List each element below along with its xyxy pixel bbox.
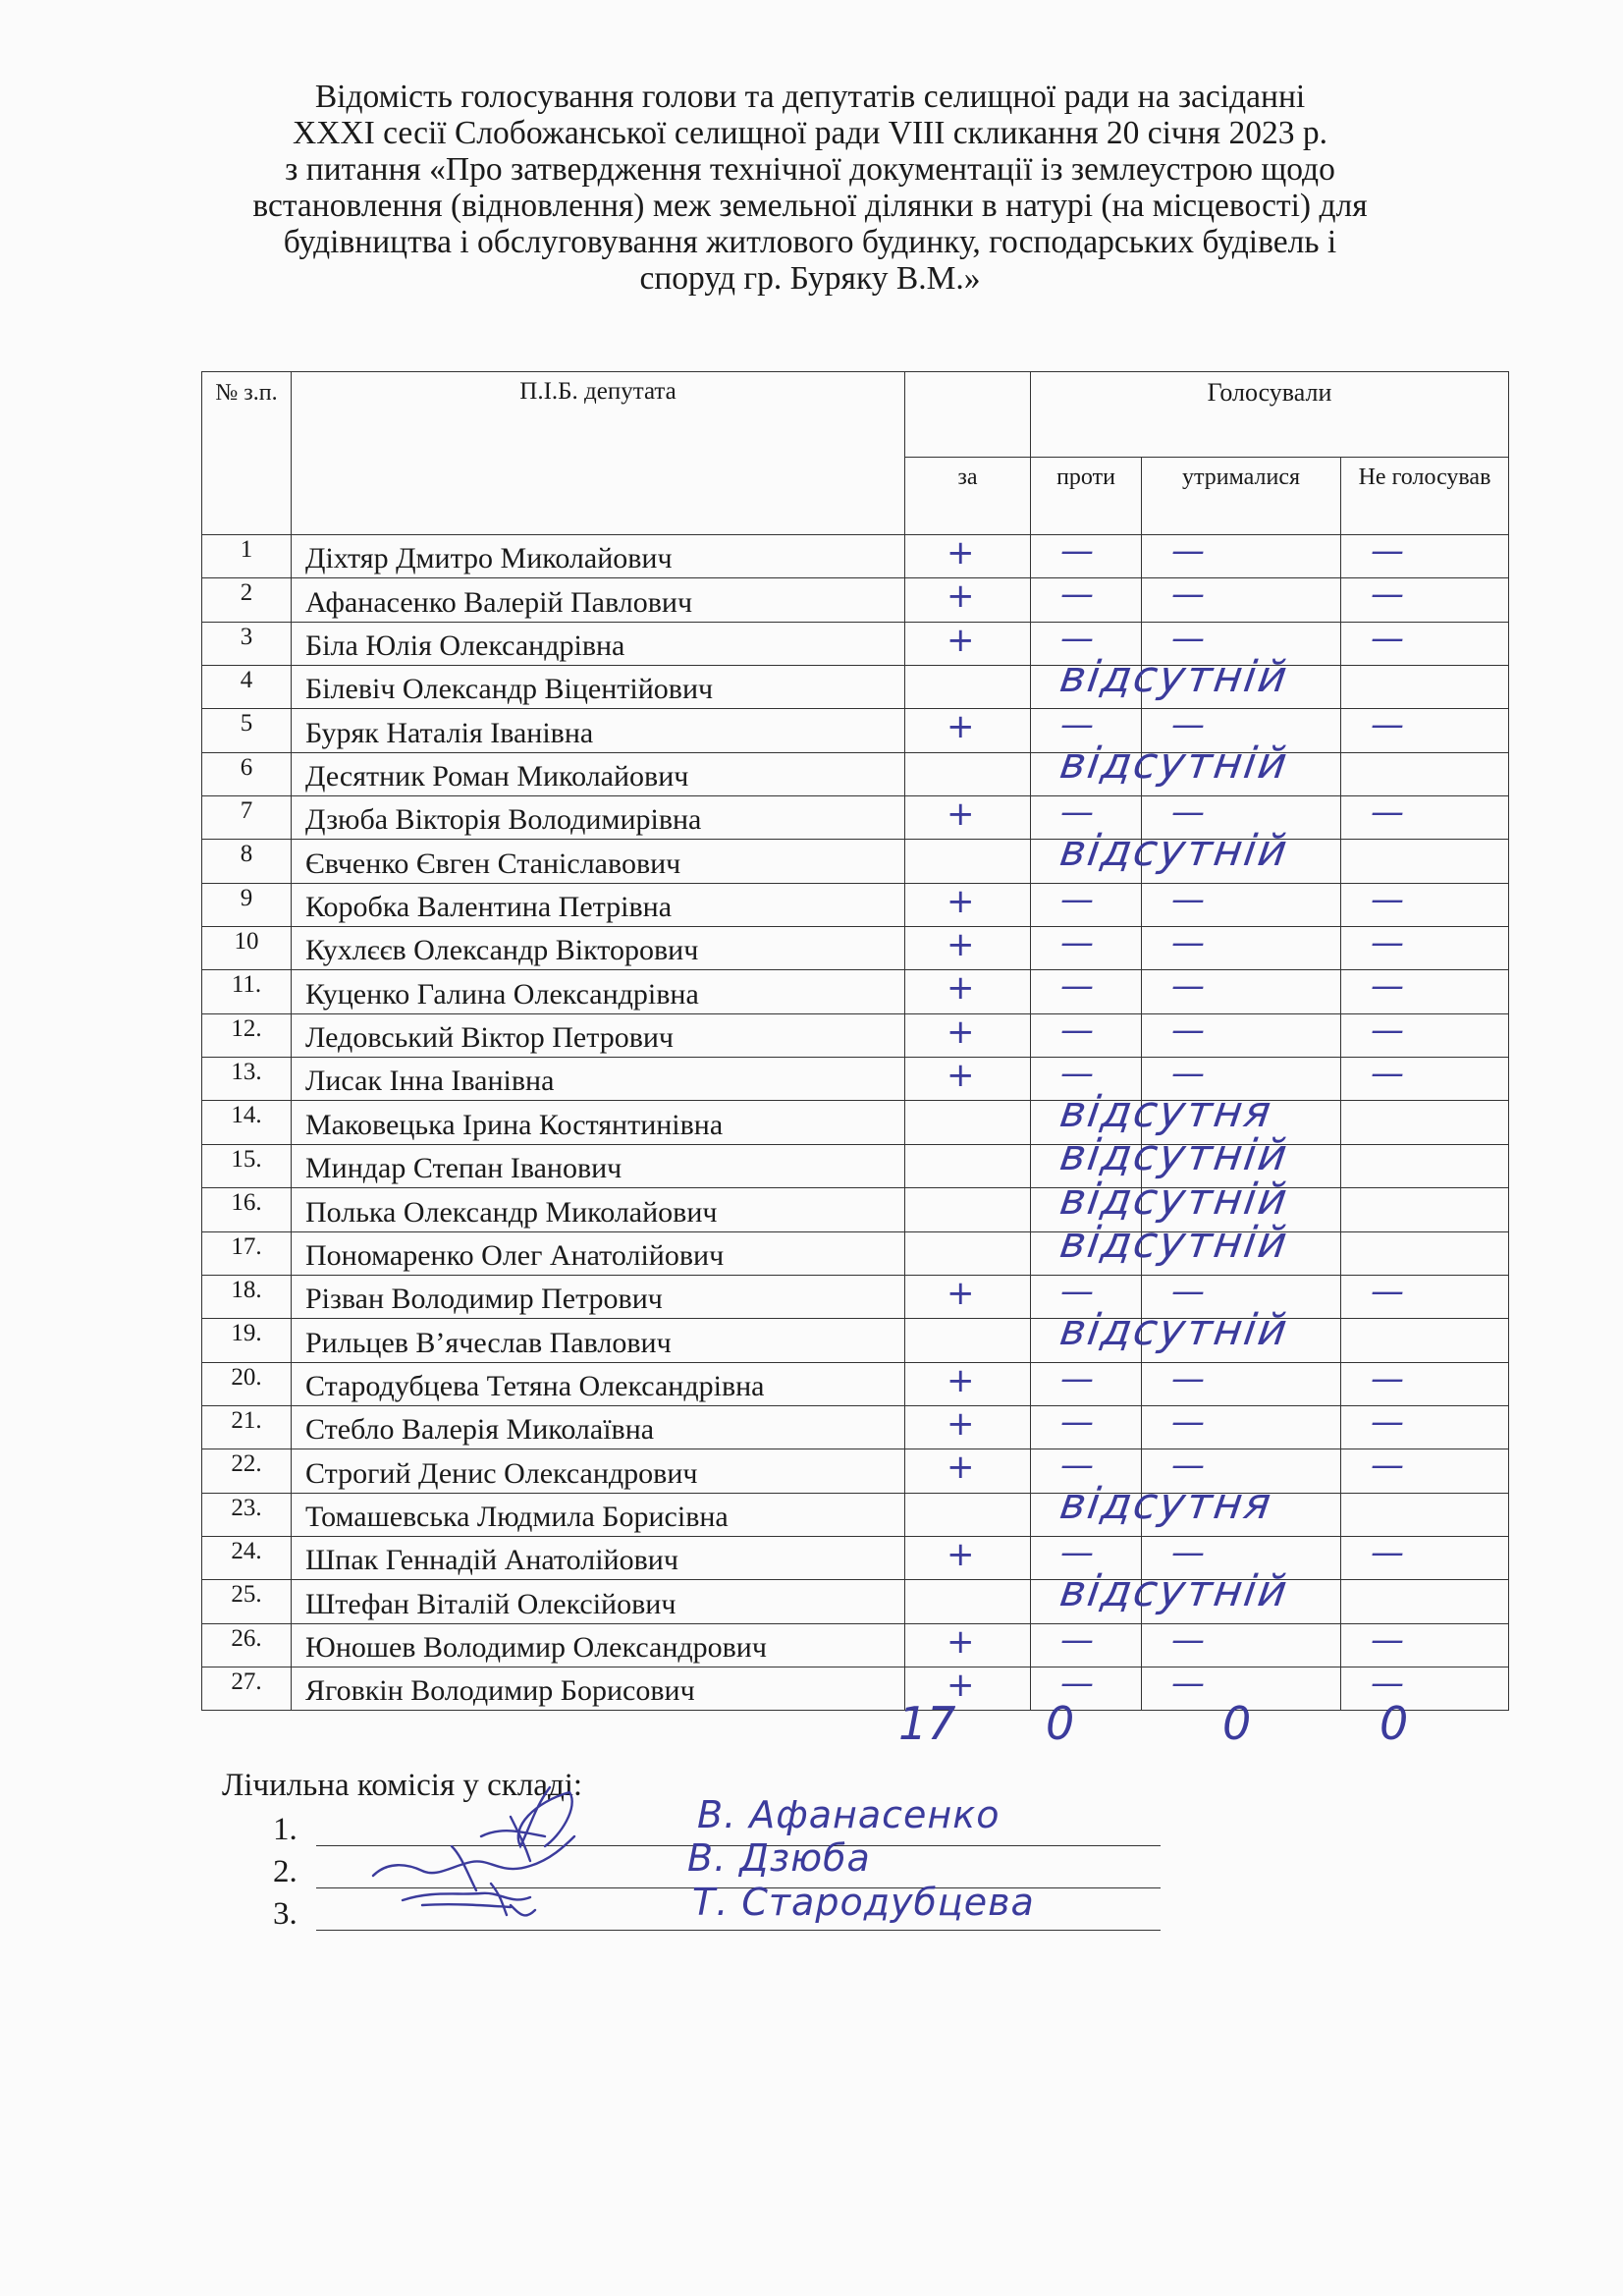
member-name-1: В. Афанасенко bbox=[697, 1793, 1001, 1836]
vote-utrymalysia bbox=[1142, 1619, 1341, 1667]
dash-mark: — bbox=[1371, 1619, 1404, 1660]
vote-mark: + bbox=[947, 620, 975, 660]
dash-mark: — bbox=[1371, 531, 1404, 571]
table-row bbox=[202, 1231, 1509, 1275]
dash-mark: — bbox=[1060, 1401, 1094, 1442]
dash-mark: — bbox=[1171, 879, 1205, 919]
vote-utrymalysia bbox=[1142, 531, 1341, 578]
deputy-name: Полька Олександр Миколайович bbox=[292, 1188, 905, 1231]
absent-note: відсутня bbox=[1055, 1086, 1275, 1137]
table-row bbox=[202, 1449, 1509, 1493]
dash-mark: — bbox=[1371, 705, 1404, 745]
row-number: 4 bbox=[202, 666, 292, 709]
table-row bbox=[202, 840, 1509, 883]
dash-mark: — bbox=[1371, 1446, 1404, 1486]
dash-mark: — bbox=[1060, 966, 1094, 1007]
dash-mark: — bbox=[1371, 574, 1404, 615]
title-line-3: з питання «Про затвердження технічної документації із землеустрою щодо bbox=[285, 151, 1335, 188]
vote-proty bbox=[1031, 1010, 1142, 1057]
dash-mark: — bbox=[1060, 879, 1094, 919]
commission-member-3 bbox=[273, 1896, 298, 1933]
table-row bbox=[202, 1319, 1509, 1362]
dash-mark: — bbox=[1171, 966, 1205, 1007]
vote-za bbox=[905, 883, 1031, 926]
dash-mark: — bbox=[1171, 705, 1205, 745]
row-number: 21. bbox=[202, 1405, 292, 1449]
dash-mark: — bbox=[1060, 923, 1094, 963]
dash-mark: — bbox=[1060, 574, 1094, 615]
deputy-name: Біла Юлія Олександрівна bbox=[292, 622, 905, 665]
row-number: 25. bbox=[202, 1580, 292, 1623]
deputy-name: Маковецька Ірина Костянтинівна bbox=[292, 1101, 905, 1144]
dash-mark: — bbox=[1171, 1010, 1205, 1050]
table-row bbox=[202, 535, 1509, 578]
header-proty: проти bbox=[1031, 458, 1142, 535]
vote-za bbox=[905, 796, 1031, 840]
vote-utrymalysia bbox=[1142, 879, 1341, 926]
dash-mark: — bbox=[1371, 618, 1404, 658]
vote-ne-golosuvav bbox=[1341, 1663, 1509, 1710]
commission-member-2 bbox=[273, 1854, 298, 1890]
vote-ne-golosuvav bbox=[1341, 1144, 1509, 1187]
dash-mark: — bbox=[1371, 1401, 1404, 1442]
dash-mark: — bbox=[1371, 879, 1404, 919]
vote-za bbox=[905, 1188, 1031, 1231]
vote-ne-golosuvav bbox=[1341, 1101, 1509, 1144]
vote-ne-golosuvav bbox=[1341, 923, 1509, 970]
absent-note: відсутній bbox=[1055, 738, 1292, 790]
title-line-1: Відомість голосування голови та депутатів селищної ради на засіданні bbox=[314, 79, 1306, 115]
vote-mark: + bbox=[947, 1011, 975, 1052]
vote-utrymalysia bbox=[1142, 574, 1341, 622]
dash-mark: — bbox=[1171, 618, 1205, 658]
vote-mark: + bbox=[947, 881, 975, 921]
table-row bbox=[202, 1493, 1509, 1536]
voting-table bbox=[201, 371, 1509, 1711]
absent-note: відсутній bbox=[1055, 1174, 1292, 1225]
header-ne-golosuvav: Не голосував bbox=[1341, 458, 1509, 535]
vote-proty bbox=[1031, 879, 1142, 926]
deputy-name: Куценко Галина Олександрівна bbox=[292, 970, 905, 1013]
row-number: 2 bbox=[202, 578, 292, 622]
dash-mark: — bbox=[1060, 1532, 1094, 1572]
vote-mark: + bbox=[947, 1403, 975, 1444]
deputy-name: Різван Володимир Петрович bbox=[292, 1275, 905, 1318]
vote-za bbox=[905, 1144, 1031, 1187]
vote-mark: + bbox=[947, 925, 975, 965]
row-number: 13. bbox=[202, 1058, 292, 1101]
member-number: 1. bbox=[273, 1812, 298, 1847]
dash-mark: — bbox=[1171, 1054, 1205, 1094]
vote-mark: + bbox=[947, 1360, 975, 1400]
table-row bbox=[202, 752, 1509, 795]
deputy-name: Пономаренко Олег Анатолійович bbox=[292, 1231, 905, 1275]
row-number: 5 bbox=[202, 709, 292, 752]
absent-note: відсутній bbox=[1055, 1218, 1292, 1268]
vote-za bbox=[905, 752, 1031, 795]
vote-ne-golosuvav bbox=[1341, 840, 1509, 883]
header-blank bbox=[905, 372, 1031, 458]
dash-mark: — bbox=[1171, 793, 1205, 833]
vote-mark: + bbox=[947, 794, 975, 835]
title-line-2: XXXI сесії Слобожанської селищної ради VIII скликання 20 січня 2023 р. bbox=[293, 115, 1327, 151]
table-row bbox=[202, 1580, 1509, 1623]
vote-utrymalysia bbox=[1142, 1010, 1341, 1057]
vote-ne-golosuvav bbox=[1341, 1532, 1509, 1579]
header-voted: Голосували bbox=[1031, 372, 1509, 458]
table-row bbox=[202, 709, 1509, 752]
table-row bbox=[202, 1101, 1509, 1144]
dash-mark: — bbox=[1171, 923, 1205, 963]
absent-note: відсутній bbox=[1055, 651, 1292, 702]
deputy-name: Лисак Інна Іванівна bbox=[292, 1058, 905, 1101]
deputy-name: Білевіч Олександр Віцентійович bbox=[292, 666, 905, 709]
dash-mark: — bbox=[1060, 531, 1094, 571]
dash-mark: — bbox=[1371, 966, 1404, 1007]
member-name-2: В. Дзюба bbox=[687, 1836, 871, 1880]
deputy-name: Десятник Роман Миколайович bbox=[292, 752, 905, 795]
vote-za bbox=[905, 1319, 1031, 1362]
vote-za bbox=[905, 1449, 1031, 1493]
absent-note: відсутній bbox=[1055, 825, 1292, 876]
row-number: 23. bbox=[202, 1493, 292, 1536]
vote-mark: + bbox=[947, 1665, 975, 1705]
row-number: 10 bbox=[202, 927, 292, 970]
vote-za bbox=[905, 1275, 1031, 1318]
vote-ne-golosuvav bbox=[1341, 1010, 1509, 1057]
table-row bbox=[202, 927, 1509, 970]
dash-mark: — bbox=[1371, 1010, 1404, 1050]
vote-za bbox=[905, 622, 1031, 665]
dash-mark: — bbox=[1171, 1446, 1205, 1486]
vote-za bbox=[905, 1536, 1031, 1579]
row-number: 9 bbox=[202, 883, 292, 926]
vote-za bbox=[905, 840, 1031, 883]
vote-utrymalysia bbox=[1142, 1401, 1341, 1449]
row-number: 11. bbox=[202, 970, 292, 1013]
deputy-name: Яговкін Володимир Борисович bbox=[292, 1667, 905, 1710]
vote-ne-golosuvav bbox=[1341, 1493, 1509, 1536]
table-row bbox=[202, 883, 1509, 926]
vote-ne-golosuvav bbox=[1341, 1446, 1509, 1493]
table-row bbox=[202, 666, 1509, 709]
vote-ne-golosuvav bbox=[1341, 1619, 1509, 1667]
row-number: 1 bbox=[202, 535, 292, 578]
dash-mark: — bbox=[1171, 1401, 1205, 1442]
vote-za bbox=[905, 578, 1031, 622]
vote-proty bbox=[1031, 574, 1142, 622]
row-number: 16. bbox=[202, 1188, 292, 1231]
commission-member-1 bbox=[273, 1812, 298, 1848]
dash-mark: — bbox=[1171, 1619, 1205, 1660]
row-number: 24. bbox=[202, 1536, 292, 1579]
vote-za bbox=[905, 666, 1031, 709]
vote-ne-golosuvav bbox=[1341, 1054, 1509, 1101]
vote-ne-golosuvav bbox=[1341, 531, 1509, 578]
dash-mark: — bbox=[1060, 1271, 1094, 1311]
dash-mark: — bbox=[1060, 618, 1094, 658]
deputy-name: Стародубцева Тетяна Олександрівна bbox=[292, 1362, 905, 1405]
deputy-name: Ледовський Віктор Петрович bbox=[292, 1013, 905, 1057]
deputy-name: Штефан Віталій Олексійович bbox=[292, 1580, 905, 1623]
deputy-name: Діхтяр Дмитро Миколайович bbox=[292, 535, 905, 578]
deputy-name: Євченко Євген Станіславович bbox=[292, 840, 905, 883]
vote-za bbox=[905, 1493, 1031, 1536]
title-line-6: споруд гр. Буряку В.М.» bbox=[639, 260, 981, 297]
total-ne-golosuvav: 0 bbox=[1380, 1697, 1409, 1750]
vote-mark: + bbox=[947, 968, 975, 1009]
vote-ne-golosuvav bbox=[1341, 1188, 1509, 1231]
vote-ne-golosuvav bbox=[1341, 752, 1509, 795]
vote-za bbox=[905, 970, 1031, 1013]
dash-mark: — bbox=[1060, 705, 1094, 745]
vote-mark: + bbox=[947, 707, 975, 747]
vote-za bbox=[905, 709, 1031, 752]
absent-note: відсутня bbox=[1055, 1479, 1275, 1530]
dash-mark: — bbox=[1171, 1532, 1205, 1572]
vote-za bbox=[905, 1405, 1031, 1449]
vote-ne-golosuvav bbox=[1341, 966, 1509, 1013]
vote-ne-golosuvav bbox=[1341, 666, 1509, 709]
header-za: за bbox=[905, 458, 1031, 535]
vote-utrymalysia bbox=[1142, 1358, 1341, 1405]
table-row bbox=[202, 1667, 1509, 1710]
deputy-name: Коробка Валентина Петрівна bbox=[292, 883, 905, 926]
dash-mark: — bbox=[1171, 1663, 1205, 1703]
absent-note: відсутній bbox=[1055, 1130, 1292, 1181]
table-row bbox=[202, 1188, 1509, 1231]
member-name-3: Т. Стародубцева bbox=[692, 1881, 1035, 1924]
vote-za bbox=[905, 927, 1031, 970]
vote-ne-golosuvav bbox=[1341, 705, 1509, 752]
row-number: 12. bbox=[202, 1013, 292, 1057]
vote-mark: + bbox=[947, 533, 975, 573]
row-number: 8 bbox=[202, 840, 292, 883]
dash-mark: — bbox=[1060, 1054, 1094, 1094]
dash-mark: — bbox=[1371, 923, 1404, 963]
vote-ne-golosuvav bbox=[1341, 1358, 1509, 1405]
table-row bbox=[202, 1623, 1509, 1667]
title-line-4: встановлення (відновлення) меж земельної ділянки в натурі (на місцевості) для bbox=[252, 188, 1368, 224]
vote-ne-golosuvav bbox=[1341, 618, 1509, 665]
member-number: 2. bbox=[273, 1854, 298, 1889]
header-number: № з.п. bbox=[202, 372, 292, 535]
vote-ne-golosuvav bbox=[1341, 1319, 1509, 1362]
dash-mark: — bbox=[1171, 1358, 1205, 1398]
row-number: 19. bbox=[202, 1319, 292, 1362]
vote-ne-golosuvav bbox=[1341, 1271, 1509, 1318]
table-row bbox=[202, 1275, 1509, 1318]
row-number: 15. bbox=[202, 1144, 292, 1187]
deputy-name: Буряк Наталія Іванівна bbox=[292, 709, 905, 752]
dash-mark: — bbox=[1171, 574, 1205, 615]
dash-mark: — bbox=[1371, 1358, 1404, 1398]
vote-utrymalysia bbox=[1142, 923, 1341, 970]
deputy-name: Кухлєєв Олександр Вікторович bbox=[292, 927, 905, 970]
row-number: 22. bbox=[202, 1449, 292, 1493]
table-row bbox=[202, 796, 1509, 840]
vote-za bbox=[905, 1362, 1031, 1405]
vote-proty bbox=[1031, 1619, 1142, 1667]
table-row bbox=[202, 578, 1509, 622]
vote-ne-golosuvav bbox=[1341, 1580, 1509, 1623]
dash-mark: — bbox=[1371, 1271, 1404, 1311]
row-number: 27. bbox=[202, 1667, 292, 1710]
vote-proty bbox=[1031, 923, 1142, 970]
vote-za bbox=[905, 1013, 1031, 1057]
vote-mark: + bbox=[947, 1273, 975, 1313]
deputy-name: Афанасенко Валерій Павлович bbox=[292, 578, 905, 622]
vote-mark: + bbox=[947, 1621, 975, 1662]
dash-mark: — bbox=[1060, 1619, 1094, 1660]
absent-note: відсутній bbox=[1055, 1565, 1292, 1616]
dash-mark: — bbox=[1371, 1054, 1404, 1094]
table-row bbox=[202, 1405, 1509, 1449]
member-number: 3. bbox=[273, 1896, 298, 1932]
deputy-name: Томашевська Людмила Борисівна bbox=[292, 1493, 905, 1536]
total-utrymalysia: 0 bbox=[1222, 1697, 1252, 1750]
row-number: 18. bbox=[202, 1275, 292, 1318]
deputy-name: Рильцев В’ячеслав Павлович bbox=[292, 1319, 905, 1362]
table-row bbox=[202, 1536, 1509, 1579]
row-number: 26. bbox=[202, 1623, 292, 1667]
deputy-name: Стебло Валерія Миколаївна bbox=[292, 1405, 905, 1449]
dash-mark: — bbox=[1371, 1532, 1404, 1572]
vote-ne-golosuvav bbox=[1341, 793, 1509, 840]
vote-ne-golosuvav bbox=[1341, 879, 1509, 926]
dash-mark: — bbox=[1171, 531, 1205, 571]
table-row bbox=[202, 622, 1509, 665]
dash-mark: — bbox=[1060, 1358, 1094, 1398]
dash-mark: — bbox=[1060, 1446, 1094, 1486]
total-za: 17 bbox=[898, 1697, 956, 1750]
deputy-name: Миндар Степан Іванович bbox=[292, 1144, 905, 1187]
dash-mark: — bbox=[1060, 1663, 1094, 1703]
vote-mark: + bbox=[947, 1448, 975, 1488]
vote-proty bbox=[1031, 1401, 1142, 1449]
row-number: 14. bbox=[202, 1101, 292, 1144]
vote-mark: + bbox=[947, 1534, 975, 1574]
deputy-name: Юношев Володимир Олександрович bbox=[292, 1623, 905, 1667]
signature-scrawl bbox=[363, 1768, 697, 1954]
row-number: 17. bbox=[202, 1231, 292, 1275]
dash-mark: — bbox=[1171, 1271, 1205, 1311]
vote-za bbox=[905, 1231, 1031, 1275]
header-utrymalysia: утрималися bbox=[1142, 458, 1341, 535]
row-number: 3 bbox=[202, 622, 292, 665]
vote-za bbox=[905, 1623, 1031, 1667]
deputy-name: Дзюба Вікторія Володимирівна bbox=[292, 796, 905, 840]
vote-za bbox=[905, 1101, 1031, 1144]
table-row bbox=[202, 1058, 1509, 1101]
vote-ne-golosuvav bbox=[1341, 574, 1509, 622]
dash-mark: — bbox=[1060, 1010, 1094, 1050]
table-row bbox=[202, 1362, 1509, 1405]
dash-mark: — bbox=[1371, 793, 1404, 833]
deputy-name: Строгий Денис Олександрович bbox=[292, 1449, 905, 1493]
table-row bbox=[202, 1013, 1509, 1057]
absent-note: відсутній bbox=[1055, 1304, 1292, 1355]
row-number: 6 bbox=[202, 752, 292, 795]
vote-mark: + bbox=[947, 1056, 975, 1096]
vote-utrymalysia bbox=[1142, 966, 1341, 1013]
row-number: 7 bbox=[202, 796, 292, 840]
vote-proty bbox=[1031, 1358, 1142, 1405]
vote-za bbox=[905, 1058, 1031, 1101]
total-proty: 0 bbox=[1046, 1697, 1075, 1750]
vote-za bbox=[905, 535, 1031, 578]
vote-proty bbox=[1031, 531, 1142, 578]
row-number: 20. bbox=[202, 1362, 292, 1405]
deputy-name: Шпак Геннадій Анатолійович bbox=[292, 1536, 905, 1579]
vote-ne-golosuvav bbox=[1341, 1401, 1509, 1449]
dash-mark: — bbox=[1060, 793, 1094, 833]
table-row bbox=[202, 970, 1509, 1013]
vote-ne-golosuvav bbox=[1341, 1231, 1509, 1275]
vote-mark: + bbox=[947, 576, 975, 617]
vote-za bbox=[905, 1580, 1031, 1623]
document-title bbox=[147, 79, 1473, 297]
header-name: П.І.Б. депутата bbox=[292, 372, 905, 535]
table-row bbox=[202, 1144, 1509, 1187]
commission-label: Лічильна комісія у складі: bbox=[222, 1768, 583, 1803]
vote-proty bbox=[1031, 966, 1142, 1013]
title-line-5: будівництва і обслуговування житлового будинку, господарських будівель і bbox=[283, 224, 1337, 260]
dash-mark: — bbox=[1371, 1663, 1404, 1703]
